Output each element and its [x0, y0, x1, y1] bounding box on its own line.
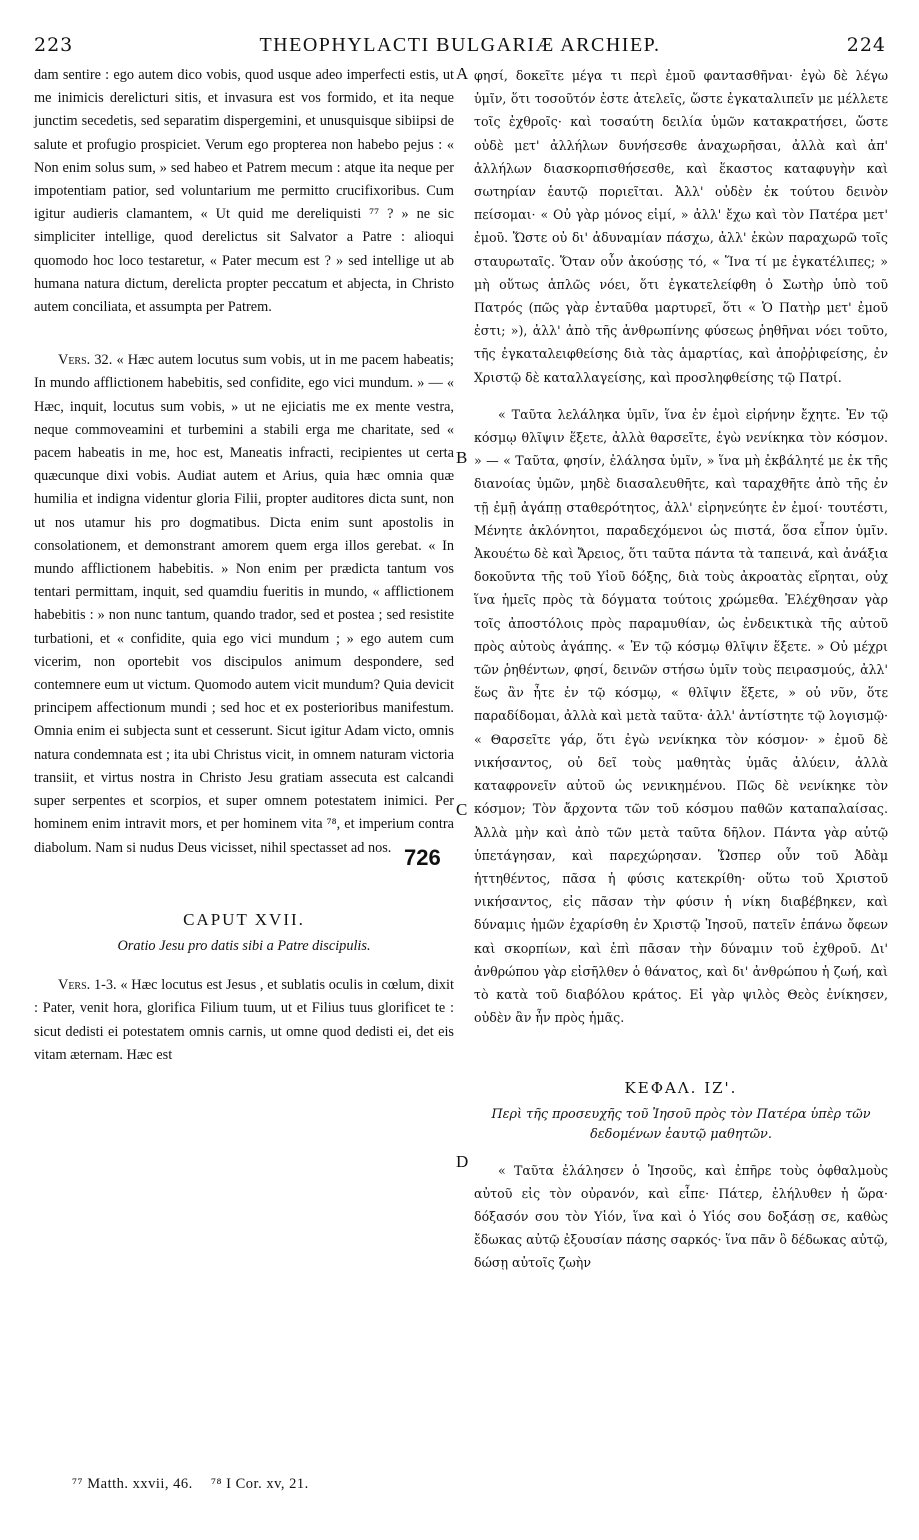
margin-letter-b: B: [456, 448, 468, 467]
chapter-title-latin: CAPUT XVII.: [183, 909, 305, 929]
greek-paragraph-1: φησί, δοκεῖτε μέγα τι περὶ ἐμοῦ φαντασθῆναι· ἐγὼ δὲ λέγω ὑμῖν, ὅτι τοσοῦτόν ἐστε ἀτελεῖς, ὥστε ἐγκαταλιπεῖν με μέλλετε τοῖς ἐχθροῖς· καὶ τοσαύτη δειλία ὑμῶν κατακρατήσει, ὥστε οὐδὲ μετ' ἀλλήλων δυνήσεσθε ἀναχωρῆσαι, ἀλλὰ καὶ ἀπ' ἀλλήλων διασκορπισθήσεσθε, καὶ ἕκαστος καταφυγὴν καὶ σωτηρίαν ἑαυτῷ ποριεῖται. Ἀλλ' οὐδὲν ἐκ τούτου δεινὸν πείσομαι· « Οὐ γὰρ μόνος εἰμί, » ἀλλ' ἔχω καὶ τὸν Πατέρα μετ' ἐμοῦ. Ὥστε οὐ δι' ἀδυναμίαν πάσχω, ἀλλ' ἑκὼν παραχωρῶ τοῖς σταυρωταῖς. Ὅταν οὖν ἀκούσῃς τό, « Ἵνα τί με ἐγκατέλιπες; » μὴ οὕτως ἁπλῶς νόει, ὅτι ἐγκατελείφθη ὁ Σωτὴρ ὑπὸ τοῦ Πατρός (πῶς γὰρ ἐνταῦθα μαρτυρεῖ, ὅτι « Ὁ Πατὴρ μετ' ἐμοῦ ἐστι; »), ἀλλ' ἀπὸ τῆς ἀνθρωπίνης φύσεως ῥηθῆναι νόει τοῦτο, τῆς ἐγκαταλειφθείσης διὰ τὰς ἁμαρτίας, καὶ ἀποῤῥιφείσης, ἐν Χριστῷ δὲ καταλλαγείσης, καὶ προσληφθείσης τῷ Πατρί.: [474, 68, 888, 385]
greek-paragraph-2: « Ταῦτα λελάληκα ὑμῖν, ἵνα ἐν ἐμοὶ εἰρήνην ἔχητε. Ἐν τῷ κόσμῳ θλῖψιν ἕξετε, ἀλλὰ θαρσεῖτε, ἐγὼ νενίκηκα τὸν κόσμον. » — « Ταῦτα, φησίν, ἐλάλησα ὑμῖν, » ἵνα μὴ ἐκβάλητέ με ἐκ τῆς διανοίας ὑμῶν, μηδὲ διασαλευθῆτε, καὶ ταραχθῆτε ἀπὸ τῆς ἐν τῇ ἐμῇ ἀγάπῃ σταθερότητος, ἀλλ' εἰρηνεύητε ἐν ἐμοί· τουτέστι, Μένητε ἀκλόνητοι, παραδεχόμενοι ὡς πιστά, ὅσα εἶπον ὑμῖν. Ἀκουέτω δὲ καὶ Ἄρειος, ὅτι ταῦτα πάντα τὰ ταπεινά, καὶ ἀνάξια δοκοῦντα τῆς τοῦ Υἱοῦ δόξης, διὰ τοὺς ἀκροατὰς εἴρηται, οὐχ ἵνα ἡμεῖς πρὸς τὰ δόγματα τούτοις χρώμεθα. Ἐλέχθησαν γὰρ τοῖς ἀποστόλοις πρὸς παραμυθίαν, ὡς ἐνδεικτικὰ τῆς αὐτοῦ πρὸς αὐτοὺς ἀγάπης. « Ἐν τῷ κόσμῳ θλῖψιν ἕξετε. » Οὐ μέχρι τῶν ῥηθέντων, φησί, δεινῶν στήσω ὑμῖν τοὺς πειρασμούς, ἀλλ' ἕως ἂν ἦτε ἐν τῷ κόσμῳ, « θλῖψιν ἕξετε, » οὐ νῦν, ὅτε παραδίδομαι, ἀλλὰ καὶ μετὰ ταῦτα· ἀλλ' ἀντίστητε τῷ λογισμῷ· « Θαρσεῖτε γάρ, ὅτι ἐγὼ νενίκηκα τὸν κόσμον· » ἐμοῦ δὲ νικήσαντος, οὐ δεῖ τοὺς μαθητὰς ὑμᾶς ἀλύειν, ἀλλὰ καταφρονεῖν αὐτοῦ ὡς νενικημένου. Πῶς δὲ νενίκηκε τὸν κόσμον; Τὸν ἄρχοντα τῶν τοῦ κόσμου παθῶν καταπαλαίσας. Ἀλλὰ μὴν καὶ ἀπὸ τῶν μετὰ ταῦτα δῆλον. Πάντα γὰρ αὐτῷ ὑπετάγησαν, καὶ παρεχώρησαν. Ὥσπερ οὖν τοῦ Ἀδὰμ ἡττηθέντος, πᾶσα ἡ φύσις κατεκρίθη· οὕτω τοῦ Χριστοῦ νικήσαντος, εἰς πᾶσαν τὴν φύσιν ἡ νίκη διαβέβηκεν, καὶ δύναμις ἡμῶν ἐχαρίσθη ἐν Χριστῷ Ἰησοῦ, πατεῖν ἐπάνω ὄφεων καὶ σκορπίων, καὶ ἐπὶ πᾶσαν τὴν δύναμιν τοῦ ἐχθροῦ. Δι' ἀνθρώπου γὰρ εἰσῆλθεν ὁ θάνατος, καὶ δι' ἀνθρώπου ἡ ζωή, καὶ τὸ κατὰ τοῦ διαβόλου κράτος. Εἰ γὰρ ψιλὸς Θεὸς ἐνίκησεν, οὐδὲν ἂν ἦν πρὸς ἡμᾶς.: [474, 406, 889, 1026]
margin-letter-a: A: [456, 64, 469, 83]
chapter-title-greek: ΚΕΦΑΛ. ΙΖ'.: [624, 1079, 738, 1098]
latin-column: [34, 64, 454, 1067]
greek-column: [474, 64, 888, 1275]
latin-paragraph-3-text: « Hæc locutus est Jesus , et sublatis oculis in cœlum, dixit : Pater, venit hora, glorifica Filium tuum, ut et Filius tuus glorificet te : sicut dedisti ei potestatem omnis carnis, ut omne quod dedisti ei, det eis vitam æternam. Hæc est: [34, 977, 455, 1063]
page-header: [34, 34, 886, 60]
margin-letter-d: D: [456, 1152, 469, 1171]
latin-paragraph-2: [34, 349, 454, 859]
latin-paragraph-3: [34, 974, 454, 1067]
latin-paragraph-2-text: « Hæc autem locutus sum vobis, ut in me pacem habeatis; In mundo afflictionem habebitis, sed confidite, ego vici mundum. » — « Hæc, inquit, locutus sum vobis, » ut ne ejiciatis me ex mente vestra, neque commoveamini et turbemini a stabili erga me charitate, sed « pacem habeatis in me, hoc est, Maneatis infracti, recipientes ut certa quæcunque dixi vobis. Audiat autem et Arius, quia hæc omnia quæ humilia et indigna videntur gloria Filii, propter auditores dicta sunt, non ut nos utamur his pro dogmatibus. Dicta enim sunt apostolis in consolationem, et demonstrant amorem quem erga illos gerebat. « In mundo afflictionem habebitis. » Non enim per prædicta tantum vos tentari permittam, inquit, sed quamdiu fueritis in mundo, « afflictionem habebitis : » non nunc tantum, quando trador, sed et postea ; sed resistite turbationi, et « confidite, quia ego vici mundum ; » ego autem cum vicerim, non oportebit vos discipulos animum despondere, sed contemnere eum ut victum. Quomodo autem vicit mundum? Quia devicit principem affectionum mundi ; sed hoc et ex posterioribus manifestum. Omnia enim ei subjecta sunt et cesserunt. Sicut igitur Adam victo, omnis natura condemnata est ; ita ubi Christus vicit, in omnem naturam victoria transiit, et virtus nostra in Christo Jesu gratiam assecuta est calcandi super serpentes et scorpios, et super omnem potestatem inimici. Per hominem enim intravit mors, et per hominem vita ⁷⁸, et imperium contra diabolum. Nam si nudus Deus vicisset, nihil spectasset ad nos.: [34, 352, 455, 856]
footnote-77: ⁷⁷ Matth. xxvii, 46.: [72, 1476, 193, 1492]
greek-paragraph-3: « Ταῦτα ἐλάλησεν ὁ Ἰησοῦς, καὶ ἐπῆρε τοὺς ὀφθαλμοὺς αὐτοῦ εἰς τὸν οὐρανόν, καὶ εἶπε· Πάτερ, ἐλήλυθεν ἡ ὥρα· δόξασόν σου τὸν Υἱόν, ἵνα καὶ ὁ Υἱός σου δοξάσῃ σε, καθὼς ἔδωκας αὐτῷ ἐξουσίαν πάσης σαρκός· ἵνα πᾶν ὃ δέδωκας αὐτῷ, δώσῃ αὐτοῖς ζωὴν: [474, 1162, 888, 1271]
latin-paragraph-1: dam sentire : ego autem dico vobis, quod usque adeo imperfecti estis, ut me inimicis derelicturi sitis, et invasura est vos formido, et ita neque junctim secedetis, sed separatim dispergemini, et unusquisque sibiipsi de salute et profugio prospiciet. Verum ego propterea non habebo pejus : « Non enim solus sum, » sed habeo et Patrem mecum : atque ita neque per impotentiam patior, sed voluntarium me permitto crucifixoribus. Cum igitur audieris clamantem, « Ut quid me dereliquisti ⁷⁷ ? » ne sic simpliciter intellige, quod derelictus sit Salvator a Patre : alioqui quomodo hoc loco testaretur, « Pater mecum est ? » sed intellige ut ab humana natura dictum, derelicta propter peccatum et abjecta, in Christo autem conciliata, et assumpta per Patrem.: [34, 67, 454, 316]
verse-label-2: Vers. 1-3.: [58, 977, 117, 994]
chapter-subtitle-greek: Περὶ τῆς προσευχῆς τοῦ Ἰησοῦ πρὸς τὸν Πατέρα ὑπὲρ τῶν δεδομένων ἑαυτῷ μαθητῶν.: [491, 1106, 871, 1142]
column-number: 726: [404, 845, 441, 870]
page-number-left: 223: [34, 34, 74, 56]
verse-label: Vers. 32.: [58, 352, 113, 369]
margin-letter-c: C: [456, 800, 468, 819]
running-title: THEOPHYLACTI BULGARIÆ ARCHIEP.: [259, 34, 661, 56]
footnote-78: ⁷⁸ I Cor. xv, 21.: [210, 1476, 309, 1492]
page-number-right: 224: [846, 34, 886, 56]
footnotes: [72, 1476, 323, 1493]
chapter-subtitle-latin: Oratio Jesu pro datis sibi a Patre discipulis.: [117, 937, 371, 954]
